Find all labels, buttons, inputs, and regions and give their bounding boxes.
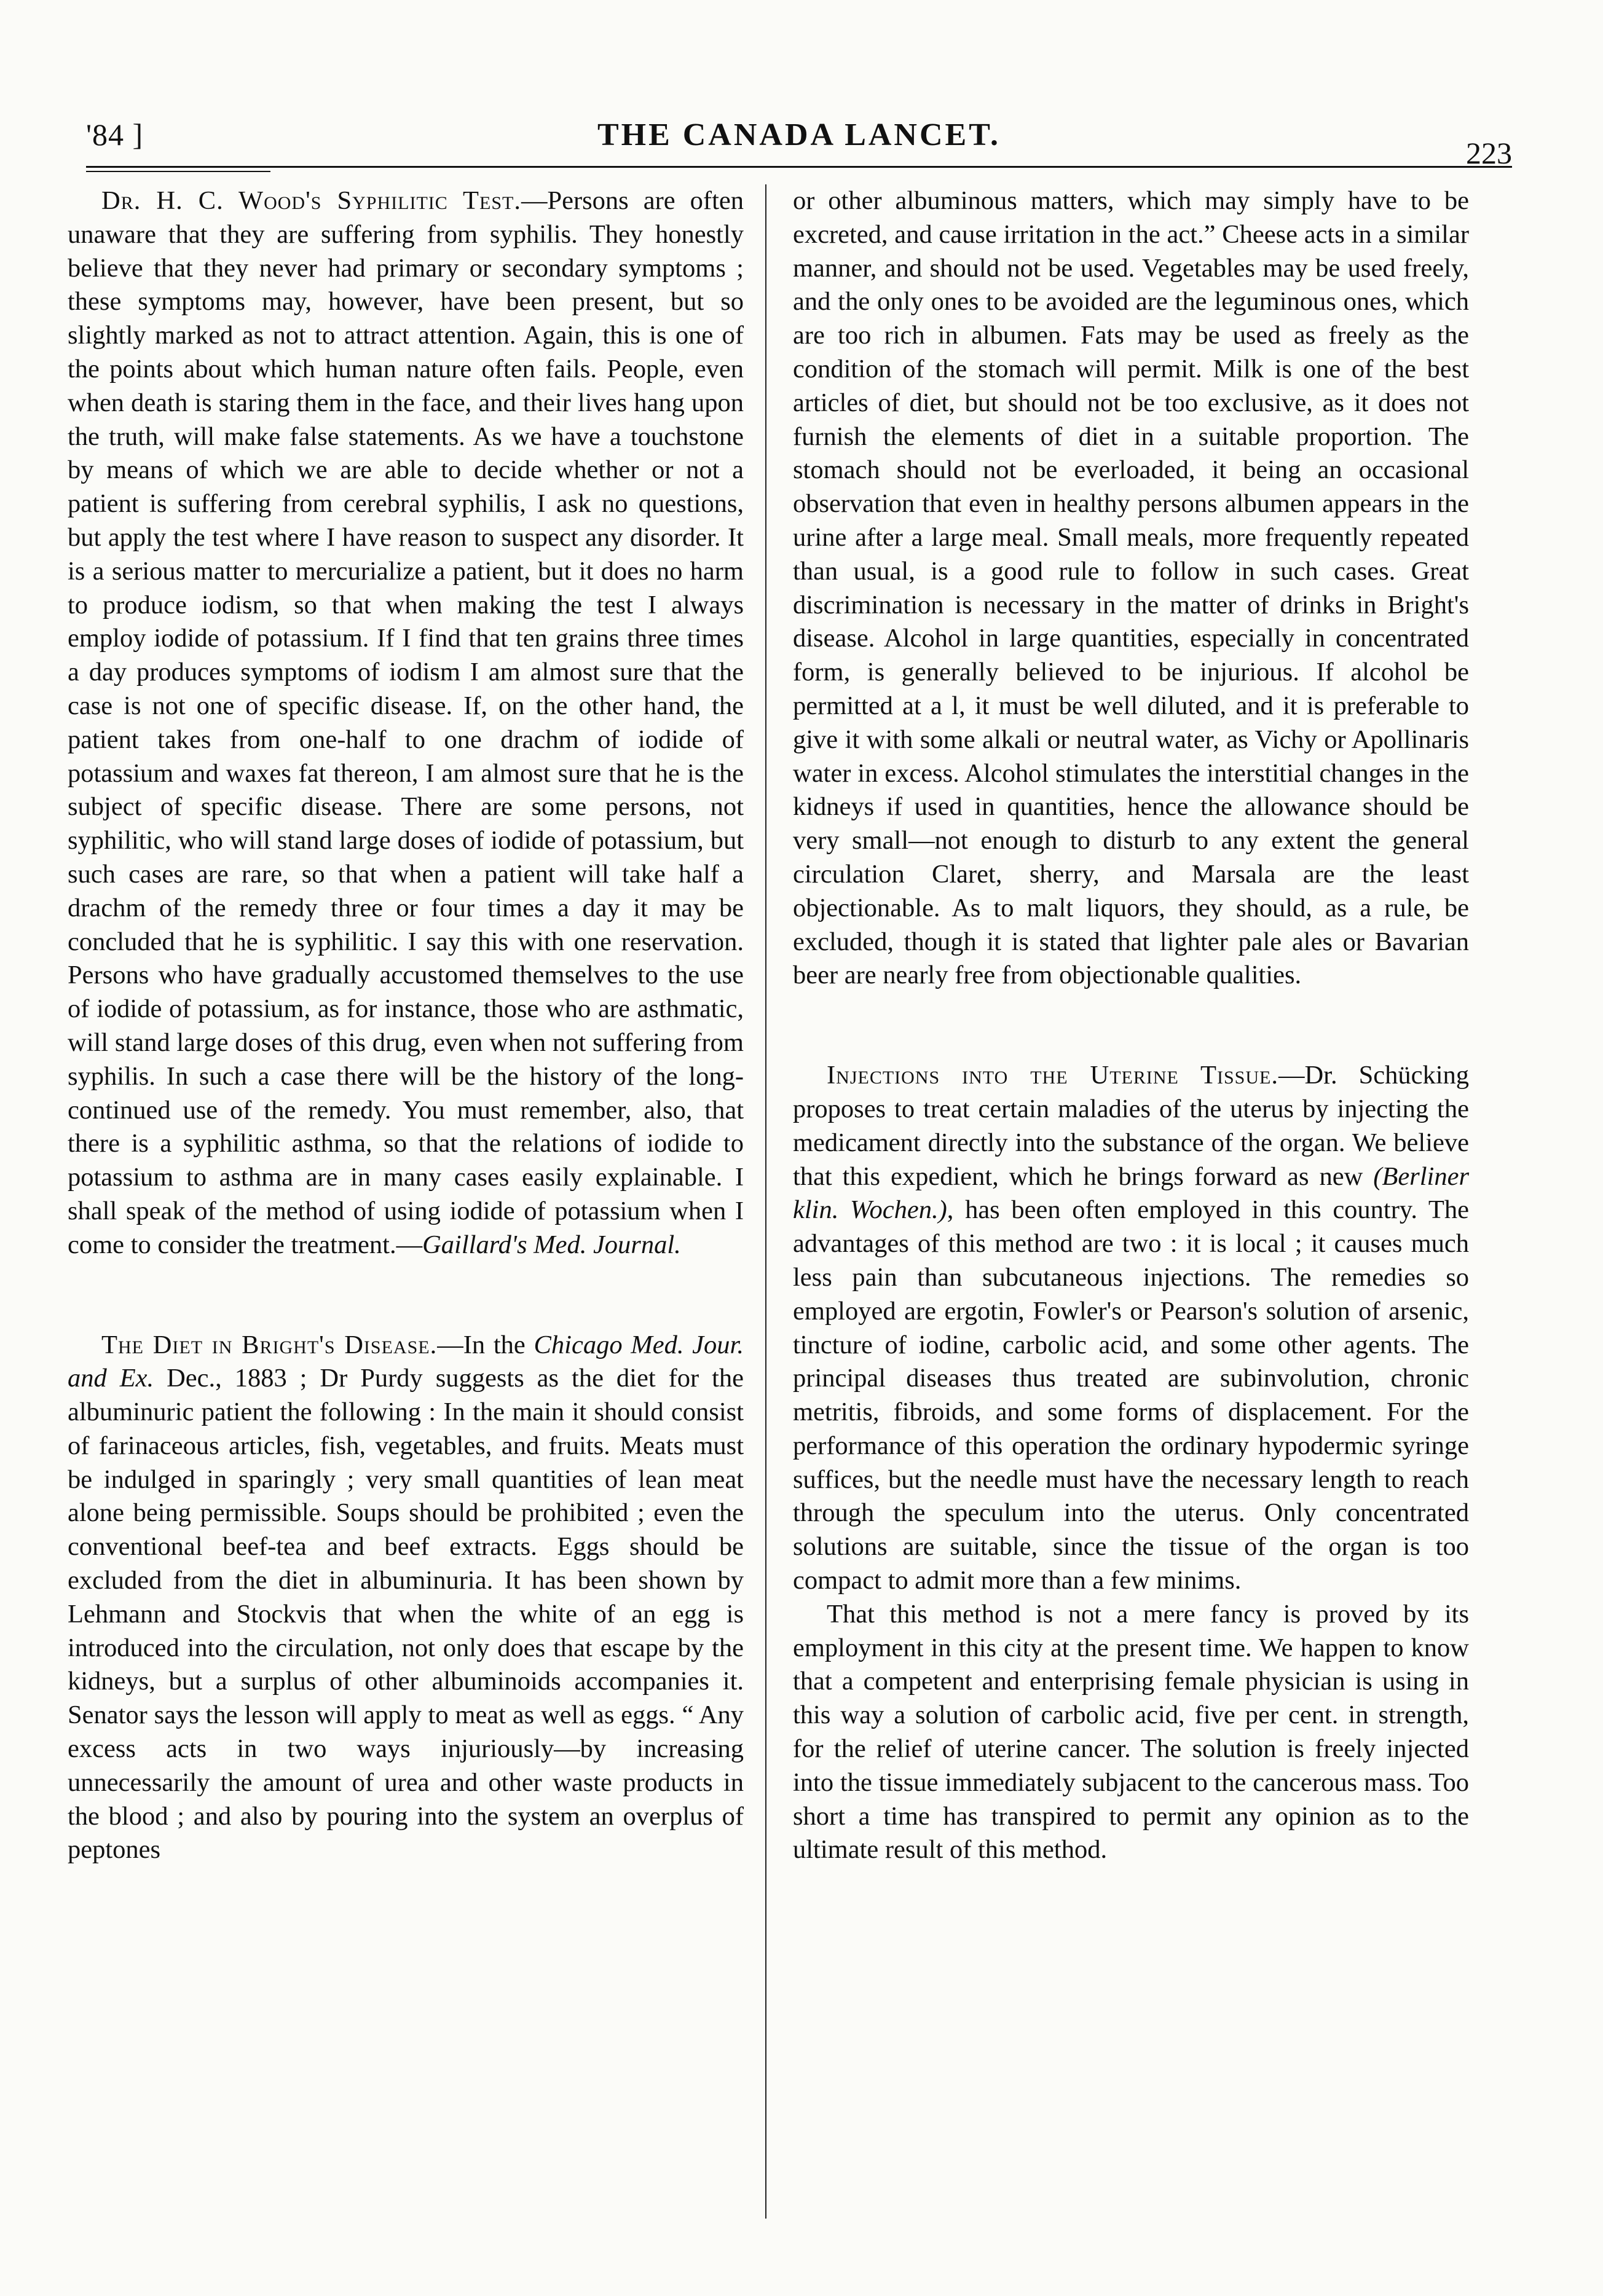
running-head (86, 117, 1512, 172)
article-headline: Dr. H. C. Wood's Syphilitic Test. (101, 186, 521, 215)
column-divider (765, 184, 766, 2219)
article-paragraph: or other albuminous matters, which may simply have to be excreted, and cause irritation in the act.” Cheese acts in a similar manner, and should not be used. Vegetables may be used freely, and the only ones to be avoided are the leguminous ones, which are too rich in albumen. Fats may be used as freely as the condition of the stomach will permit. Milk is one of the best articles of diet, but should not be too exclusive, as it does not furnish the elements of diet in a suitable proportion. The stomach should not be everloaded, it being an occasional observation that even in healthy persons albumen appears in the urine after a large meal. Small meals, more frequently repeated than usual, is a good rule to follow in such cases. Great discrimination is necessary in the matter of drinks in Bright's disease. Alcohol in large quantities, especially in concentrated form, is generally believed to be injurious. If alcohol be permitted at a l, it must be well diluted, and it is preferable to give it with some alkali or neutral water, as Vichy or Apollinaris water in excess. Alcohol stimulates the interstitial changes in the kidneys if used in quantities, hence the allowance should be very small—not enough to disturb to any extent the general circulation Claret, sherry, and Marsala are the least objectionable. As to malt liquors, they should, as a rule, be excluded, though it is stated that lighter pale ales or Bavarian beer are nearly free from objectionable qualities. (793, 186, 1469, 990)
journal-title: THE CANADA LANCET. (597, 117, 1001, 152)
header-rule-short (86, 171, 270, 172)
article-source: Chicago Med. Jour. and Ex. (68, 1330, 744, 1393)
article-body: Dec., 1883 ; Dr Purdy suggests as the diet for the albuminuric patient the following : In the main it should consist of farinaceous articles, fish, vegetables, and fruits. Meats must be indulged in sparingly ; very small quantities of lean meat alone being permissible. Soups should be prohibited ; even the conventional beef-tea and beef extracts. Eggs should be excluded from the diet in albuminuria. It has been shown by Lehmann and Stockvis that when the white of an egg is introduced into the circulation, not only does that escape by the kidneys, but a surplus of other albuminoids accompanies it. Senator says the lesson will apply to meat as well as eggs. “ Any excess acts in two ways injuriously—by increasing unnecessarily the amount of urea and other waste products in the blood ; and also by pouring into the system an overplus of peptones (68, 1364, 744, 1865)
article-headline: The Diet in Bright's Disease. (101, 1330, 438, 1359)
article-syphilitic-test (68, 184, 744, 1262)
article-gap (68, 1262, 744, 1329)
right-column (793, 184, 1469, 1867)
left-column (68, 184, 744, 1867)
article-source: Gaillard's Med. Journal. (422, 1230, 681, 1259)
header-rule (86, 166, 1512, 168)
article-intro: —In the (437, 1330, 534, 1359)
article-gap (793, 993, 1469, 1059)
article-paragraph: That this method is not a mere fancy is proved by its employment in this city at the present time. We happen to know that a competent and enterprising female physician is using in this way a solution of carbolic acid, five per cent. in strength, for the relief of uterine cancer. The solution is freely injected into the tissue immediately subjacent to the cancerous mass. Too short a time has transpired to permit any opinion as to the ultimate result of this method. (793, 1599, 1469, 1865)
article-paragraph (793, 1059, 1469, 1598)
article-body: , has been often employed in this country. The advantages of this method are two : it is local ; it causes much less pain than subcutaneous injections. The remedies so employed are ergotin, Fowler's or Pearson's solution of arsenic, tincture of iodine, carbolic acid, and some other agents. The principal diseases thus treated are subinvolution, chronic metritis, fibroids, and some forms of displacement. For the performance of this operation the ordinary hypodermic syringe suffices, but the needle must have the necessary length to reach through the speculum into the uterus. Only concentrated solutions are suitable, since the tissue of the organ is too compact to admit more than a few minims. (793, 1195, 1469, 1595)
article-uterine-injections (793, 1059, 1469, 1867)
year-marker: '84 ] (86, 117, 144, 152)
article-brights-disease-continued (793, 184, 1469, 993)
page-number: 223 (1466, 136, 1512, 170)
article-headline: Injections into the Uterine Tissue. (827, 1061, 1278, 1090)
article-body: —Dr. Schücking proposes to treat certain maladies of the uterus by injecting the medicament directly into the substance of the organ. We believe that this expedient, which he brings forward as new (793, 1061, 1470, 1191)
article-paragraph (68, 1329, 744, 1868)
article-body: —Persons are often unaware that they are suffering from syphilis. They honestly believe that they never had primary or secondary symptoms ; these symptoms may, however, have been present, but so slightly marked as not to attract attention. Again, this is one of the points about which human nature often fails. People, even when death is staring them in the face, and their lives hang upon the truth, will make false statements. As we have a touchstone by means of which we are able to decide whether or not a patient is suffering from cerebral syphilis, I ask no questions, but apply the test where I have reason to suspect any disorder. It is a serious matter to mercurialize a patient, but it does no harm to produce iodism, so that when making the test I always employ iodide of potassium. If I find that ten grains three times a day produces symptoms of iodism I am almost sure that the case is not one of specific disease. If, on the other hand, the patient takes from one-half to one drachm of iodide of potassium and waxes fat thereon, I am almost sure that he is the subject of specific disease. There are some persons, not syphilitic, who will stand large doses of iodide of potassium, but such cases are rare, so that when a patient will take half a drachm of the remedy three or four times a day it may be concluded that he is syphilitic. I say this with one reservation. Persons who have gradually accustomed themselves to the use of iodide of potassium, as for instance, those who are asthmatic, will stand large doses of this drug, even when not suffering from syphilis. In such a case there will be the history of the long-continued use of the remedy. You must remember, also, that there is a syphilitic asthma, so that the relations of iodide to potassium to asthma are in many cases easily explainable. I shall speak of the method of using iodide of potassium when I come to consider the treatment.— (68, 186, 744, 1259)
article-brights-disease (68, 1329, 744, 1868)
article-source: (Berliner klin. Wochen.) (793, 1162, 1469, 1225)
article-paragraph (68, 184, 744, 1262)
